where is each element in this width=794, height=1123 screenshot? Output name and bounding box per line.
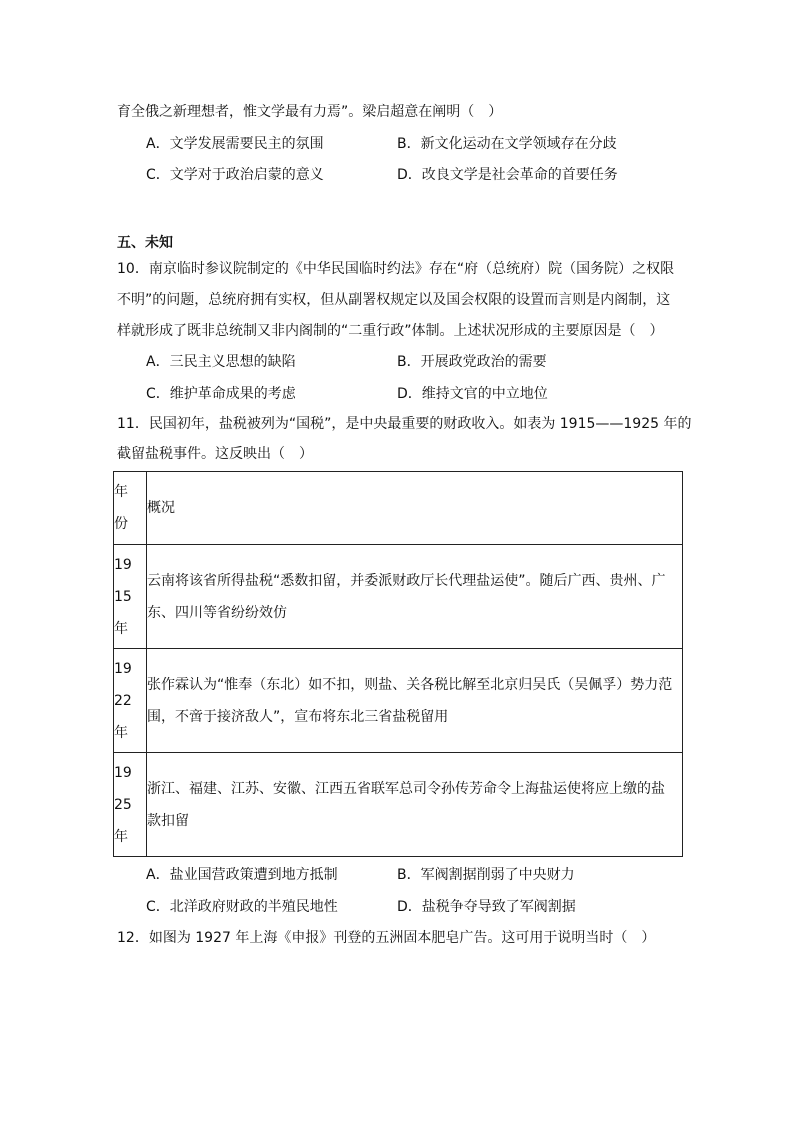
desc-line: 东、四川等省纷纷效仿 <box>147 604 287 621</box>
year-part: 19 <box>114 660 132 677</box>
q9-option-c: C．文学对于政治启蒙的意义 <box>146 167 324 183</box>
q10-text-line3: 样就形成了既非总统制又非内阁制的“二重行政”体制。上述状况形成的主要原因是（ ） <box>117 323 664 339</box>
desc-line: 云南将该省所得盐税“悉数扣留，并委派财政厅长代理盐运使”。随后广西、贵州、广 <box>147 572 666 589</box>
q9-option-d: D．改良文学是社会革命的首要任务 <box>397 167 618 183</box>
table-row <box>114 545 683 649</box>
q10-option-c: C．维护革命成果的考虑 <box>146 386 296 402</box>
year-part: 19 <box>114 556 132 573</box>
table-row <box>114 753 683 857</box>
q9-text-tail: 育全俄之新理想者，惟文学最有力焉”。梁启超意在阐明（ ） <box>117 104 503 120</box>
q11-option-b: B．军阀割据削弱了中央财力 <box>397 867 575 883</box>
section-heading: 五、未知 <box>117 235 173 251</box>
q11-text-line2: 截留盐税事件。这反映出（ ） <box>117 446 313 462</box>
salt-tax-table <box>113 471 683 857</box>
year-part: 25 <box>114 796 132 813</box>
year-part: 年 <box>114 724 128 741</box>
desc-line: 浙江、福建、江苏、安徽、江西五省联军总司令孙传芳命令上海盐运使将应上缴的盐 <box>147 780 665 797</box>
q11-text-line1: 11．民国初年，盐税被列为“国税”，是中央最重要的财政收入。如表为 1915——1925 年的 <box>117 416 692 432</box>
q9-option-b: B．新文化运动在文学领域存在分歧 <box>397 136 617 152</box>
q10-option-b: B．开展政党政治的需要 <box>397 354 547 370</box>
desc-cell <box>147 649 683 753</box>
year-cell <box>114 545 147 649</box>
year-part: 15 <box>114 588 132 605</box>
year-header-line: 份 <box>114 516 128 532</box>
year-part: 年 <box>114 620 128 637</box>
year-cell <box>114 753 147 857</box>
q9-option-a: A．文学发展需要民主的氛围 <box>146 136 324 152</box>
q10-text-line1: 10．南京临时参议院制定的《中华民国临时约法》存在“府（总统府）院（国务院）之权限 <box>117 261 675 277</box>
desc-line: 张作霖认为“惟奉（东北）如不扣，则盐、关各税比解至北京归吴氏（吴佩孚）势力范 <box>147 676 673 693</box>
desc-line: 款扣留 <box>147 812 189 829</box>
desc-header: 概况 <box>147 500 175 516</box>
q11-option-d: D．盐税争夺导致了军阀割据 <box>397 899 576 915</box>
q11-option-a: A．盐业国营政策遭到地方抵制 <box>146 867 338 883</box>
year-part: 22 <box>114 692 132 709</box>
table-header-row <box>114 472 683 545</box>
desc-line: 围，不啻于接济敌人”，宣布将东北三省盐税留用 <box>147 708 449 725</box>
year-cell <box>114 649 147 753</box>
desc-cell <box>147 545 683 649</box>
q10-option-a: A．三民主义思想的缺陷 <box>146 354 296 370</box>
desc-cell <box>147 753 683 857</box>
q12-text-line1: 12．如图为 1927 年上海《申报》刊登的五洲固本肥皂广告。这可用于说明当时（ ） <box>117 930 656 946</box>
q10-text-line2: 不明”的问题，总统府拥有实权，但从副署权规定以及国会权限的设置而言则是内阁制，这 <box>117 292 671 308</box>
year-header-line: 年 <box>114 484 128 500</box>
q11-option-c: C．北洋政府财政的半殖民地性 <box>146 899 338 915</box>
year-part: 19 <box>114 764 132 781</box>
year-header-cell <box>114 472 147 545</box>
desc-header-cell <box>147 472 683 545</box>
q10-option-d: D．维持文官的中立地位 <box>397 386 548 402</box>
table-row <box>114 649 683 753</box>
year-part: 年 <box>114 828 128 845</box>
